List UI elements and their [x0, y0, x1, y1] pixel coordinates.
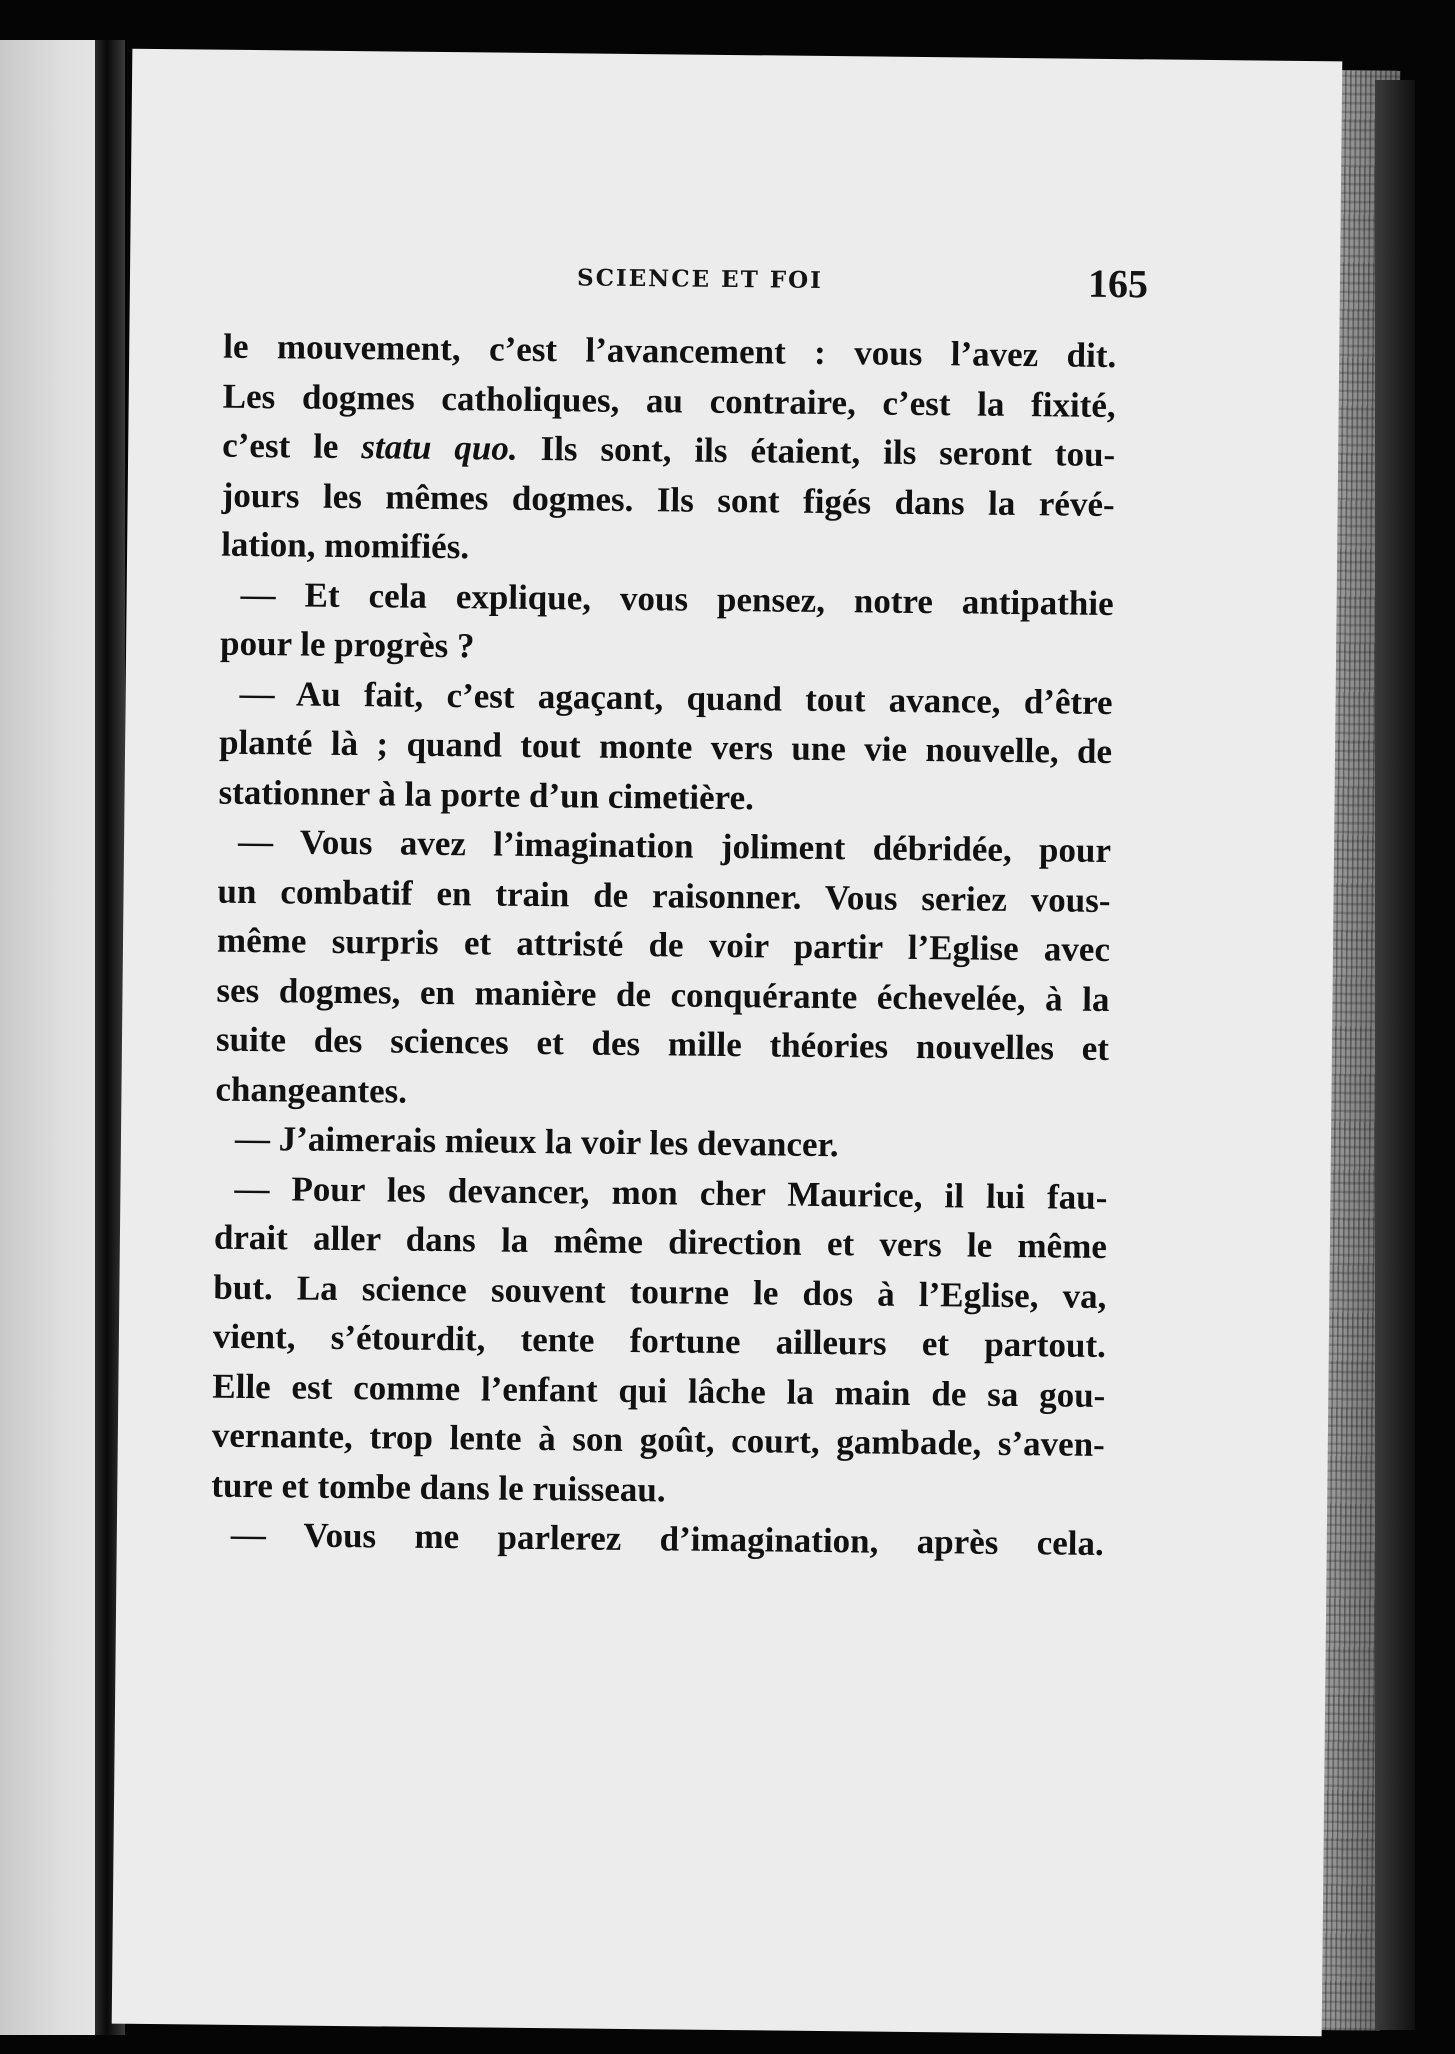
text-line: — Vous avez l’imagination joliment débridée, pour — [237, 821, 1112, 871]
text-line: lation, momifiés. — [220, 524, 470, 567]
text-line: vient, s’étourdit, tente fortune ailleurs et partout. — [212, 1316, 1107, 1365]
text-line: planté là ; quand tout monte vers une vie nouvelle, de — [218, 722, 1113, 772]
text-line: stationner à la porte d’un cimetière. — [218, 772, 755, 817]
text-line — [222, 421, 1115, 480]
text-line: même surpris et attristé de voir partir l’Eglise avec — [216, 920, 1111, 970]
text-line: suite des sciences et des mille théories nouvelles et — [215, 1019, 1110, 1068]
text-line: — J’aimerais mieux la voir les devancer. — [234, 1118, 839, 1165]
text-line: Les dogmes catholiques, au contraire, c’est la fixité, — [222, 376, 1116, 425]
text-line: vernante, trop lente à son goût, court, gambade, s’aven- — [211, 1415, 1106, 1464]
book-page — [112, 49, 1343, 2037]
text-line: jours les mêmes dogmes. Ils sont figés dans la révé- — [221, 475, 1115, 524]
text-line: ture et tombe dans le ruisseau. — [211, 1465, 666, 1509]
text-line: changeantes. — [215, 1069, 408, 1111]
text-line: — Pour les devancer, mon cher Maurice, il lui fau- — [234, 1168, 1108, 1217]
page-edges-shadow — [1375, 80, 1415, 2030]
text-line: ses dogmes, en manière de conquérante échevelée, à la — [216, 970, 1110, 1019]
text-line: — Vous me parlerez d’imagination, après cela. — [230, 1514, 1104, 1563]
text-line: — Au fait, c’est agaçant, quand tout avance, d’être — [239, 673, 1113, 722]
text-line: le mouvement, c’est l’avancement : vous l’avez dit. — [223, 326, 1117, 376]
text-fragment: c’est le — [222, 425, 362, 467]
text-line: drait aller dans la même direction et vers le même — [213, 1217, 1108, 1266]
text-line: — Et cela explique, vous pensez, notre antipathie — [240, 574, 1114, 623]
body-text — [211, 322, 1117, 1569]
text-line: un combatif en train de raisonner. Vous seriez vous- — [217, 871, 1111, 920]
page-header — [130, 254, 1341, 327]
text-line: pour le progrès ? — [219, 623, 475, 666]
facing-page-edge — [0, 40, 100, 2035]
running-title: SCIENCE ET FOI — [576, 264, 824, 294]
italic-phrase: statu quo. — [361, 427, 518, 468]
text-fragment: Ils sont, ils étaient, ils seront tou- — [517, 428, 1116, 475]
text-line: Elle est comme l’enfant qui lâche la main de sa gou- — [212, 1366, 1106, 1415]
page-number: 165 — [1087, 260, 1149, 307]
text-line: but. La science souvent tourne le dos à l’Eglise, va, — [213, 1267, 1107, 1316]
